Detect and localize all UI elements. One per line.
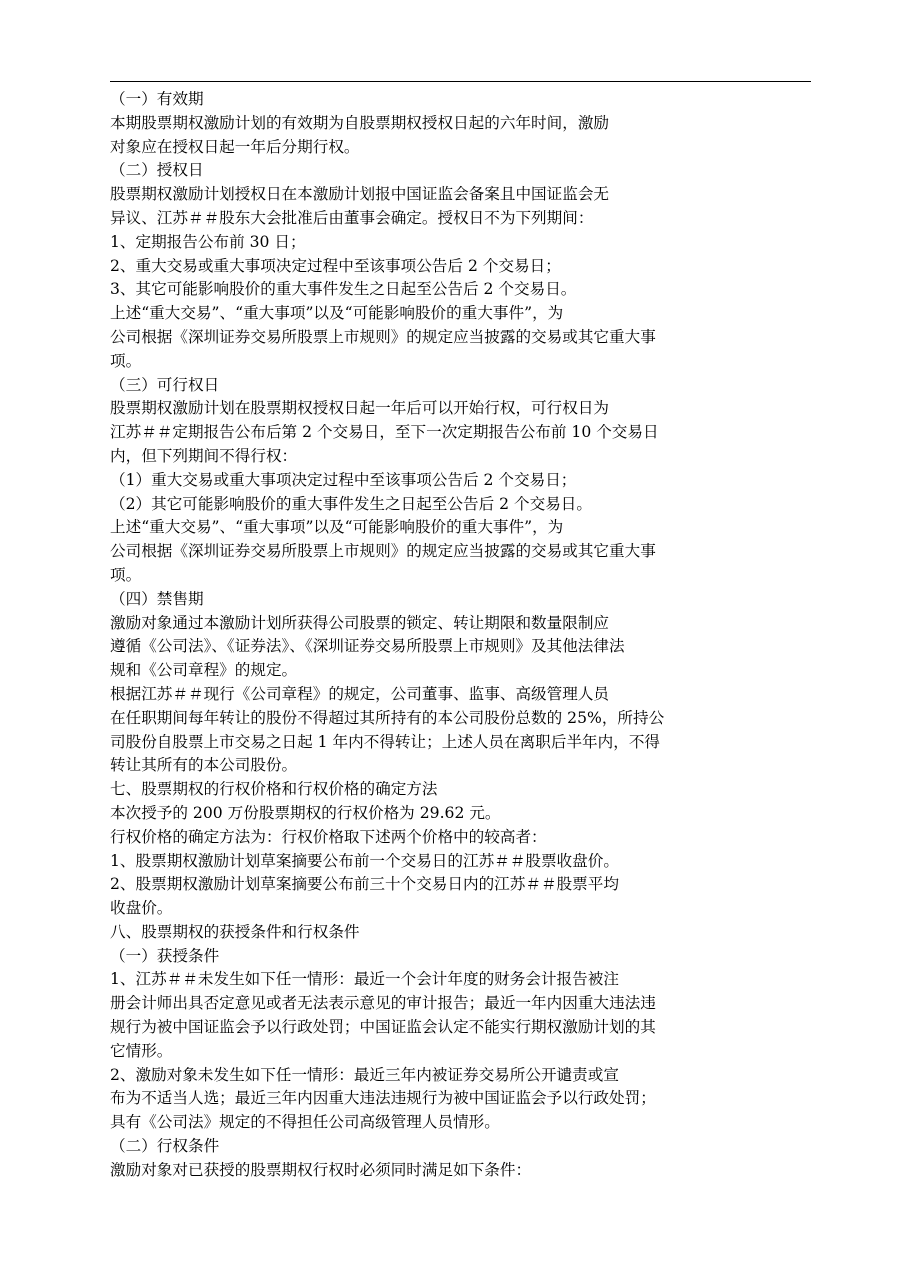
text-line: （二）行权条件 (110, 1137, 220, 1156)
text-line: 司股份自股票上市交易之日起 1 年内不得转让；上述人员在离职后半年内，不得 (110, 732, 661, 751)
text-line: 遵循《公司法》、《证券法》、《深圳证券交易所股票上市规则》及其他法律法 (110, 637, 625, 656)
text-line: 布为不适当人选；最近三年内因重大违法违规行为被中国证监会予以行政处罚； (110, 1089, 656, 1108)
text-line: 1、股票期权激励计划草案摘要公布前一个交易日的江苏＃＃股票收盘价。 (110, 851, 619, 870)
text-line: 项。 (110, 351, 142, 370)
text-line: 公司根据《深圳证券交易所股票上市规则》的规定应当披露的交易或其它重大事 (110, 327, 656, 346)
text-line: 八、股票期权的获授条件和行权条件 (110, 922, 360, 941)
text-line: 在任职期间每年转让的股份不得超过其所持有的本公司股份总数的 25%，所持公 (110, 708, 665, 727)
text-line: （一）获授条件 (110, 946, 220, 965)
document-body (110, 88, 810, 1183)
text-line: 对象应在授权日起一年后分期行权。 (110, 137, 360, 156)
text-line: 具有《公司法》规定的不得担任公司高级管理人员情形。 (110, 1113, 500, 1132)
text-line: 本期股票期权激励计划的有效期为自股票期权授权日起的六年时间，激励 (110, 113, 610, 132)
text-line: （1）重大交易或重大事项决定过程中至该事项公告后 2 个交易日； (110, 470, 577, 489)
text-line: 规和《公司章程》的规定。 (110, 661, 298, 680)
text-line: 1、江苏＃＃未发生如下任一情形：最近一个会计年度的财务会计报告被注 (110, 970, 619, 989)
text-line: 项。 (110, 565, 142, 584)
text-line: （2）其它可能影响股价的重大事件发生之日起至公告后 2 个交易日。 (110, 494, 592, 513)
text-line: （四）禁售期 (110, 589, 204, 608)
text-line: 七、股票期权的行权价格和行权价格的确定方法 (110, 780, 438, 799)
text-line: 2、重大交易或重大事项决定过程中至该事项公告后 2 个交易日； (110, 256, 561, 275)
text-line: 2、激励对象未发生如下任一情形：最近三年内被证券交易所公开谴责或宣 (110, 1065, 619, 1084)
text-line: 激励对象通过本激励计划所获得公司股票的锁定、转让期限和数量限制应 (110, 613, 610, 632)
text-line: 2、股票期权激励计划草案摘要公布前三十个交易日内的江苏＃＃股票平均 (110, 875, 619, 894)
text-line: 它情形。 (110, 1041, 173, 1060)
text-line: 股票期权激励计划在股票期权授权日起一年后可以开始行权，可行权日为 (110, 399, 610, 418)
text-line: 上述“重大交易”、“重大事项”以及“可能影响股价的重大事件”，为 (110, 304, 564, 323)
text-line: 上述“重大交易”、“重大事项”以及“可能影响股价的重大事件”，为 (110, 518, 564, 537)
text-line: 内，但下列期间不得行权： (110, 446, 298, 465)
header-rule (110, 81, 811, 82)
text-line: 激励对象对已获授的股票期权行权时必须同时满足如下条件： (110, 1160, 532, 1179)
text-line: 行权价格的确定方法为：行权价格取下述两个价格中的较高者： (110, 827, 547, 846)
text-line: （二）授权日 (110, 161, 204, 180)
text-line: 根据江苏＃＃现行《公司章程》的规定，公司董事、监事、高级管理人员 (110, 684, 610, 703)
text-line: 股票期权激励计划授权日在本激励计划报中国证监会备案且中国证监会无 (110, 185, 610, 204)
text-line: （三）可行权日 (110, 375, 220, 394)
text-line: 1、定期报告公布前 30 日； (110, 232, 306, 251)
text-line: 收盘价。 (110, 899, 173, 918)
text-line: 转让其所有的本公司股份。 (110, 756, 298, 775)
text-line: 3、其它可能影响股价的重大事件发生之日起至公告后 2 个交易日。 (110, 280, 577, 299)
text-line: 规行为被中国证监会予以行政处罚；中国证监会认定不能实行期权激励计划的其 (110, 1018, 656, 1037)
text-line: 异议、江苏＃＃股东大会批准后由董事会确定。授权日不为下列期间： (110, 208, 594, 227)
text-line: 册会计师出具否定意见或者无法表示意见的审计报告；最近一年内因重大违法违 (110, 994, 656, 1013)
text-line: 本次授予的 200 万份股票期权的行权价格为 29.62 元。 (110, 803, 501, 822)
text-line: 江苏＃＃定期报告公布后第 2 个交易日，至下一次定期报告公布前 10 个交易日 (110, 423, 659, 442)
text-line: （一）有效期 (110, 90, 204, 108)
text-line: 公司根据《深圳证券交易所股票上市规则》的规定应当披露的交易或其它重大事 (110, 542, 656, 561)
